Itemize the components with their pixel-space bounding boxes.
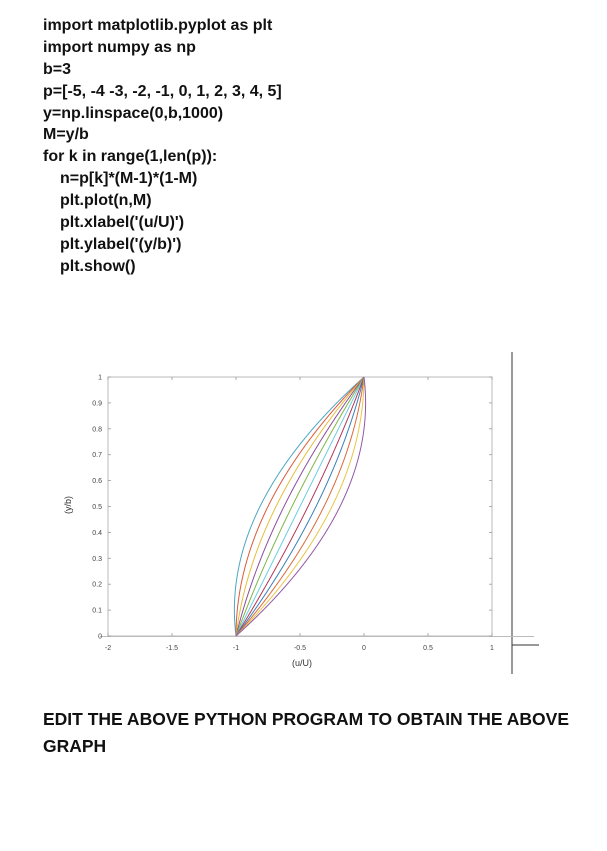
y-tick-label: 0.4 [92,529,102,537]
x-tick-label: 1 [490,645,494,652]
code-line: plt.xlabel('(u/U)') [60,214,185,232]
x-tick-label: 0 [362,645,366,652]
code-line: plt.show() [60,257,136,275]
y-tick-label: 0.7 [92,452,102,460]
code-line: plt.plot(n,M) [60,192,152,210]
y-axis-label: (y/b) [63,496,73,514]
code-line: M=y/b [43,126,89,144]
code-line: import numpy as np [43,38,196,56]
x-tick-label: -1.5 [165,645,179,652]
plot-area [92,375,534,653]
code-line: n=p[k]*(M-1)*(1-M) [60,170,198,188]
y-tick-label: 1 [98,374,102,382]
y-tick-label: 0.6 [92,478,102,486]
y-tick-label: 0.8 [92,426,102,434]
y-tick-label: 0.1 [92,607,102,615]
x-tick-label: -1 [232,645,240,652]
x-tick-label: -0.5 [293,645,307,652]
y-tick-label: 0.5 [92,504,102,511]
code-line: p=[-5, -4 -3, -2, -1, 0, 1, 2, 3, 4, 5] [43,82,282,100]
question-text: EDIT THE ABOVE PYTHON PROGRAM TO OBTAIN THE ABOVE GRAPH [43,709,569,756]
y-tick-label: 0.9 [92,400,102,408]
code-line: for k in range(1,len(p)): [43,148,218,166]
code-line: b=3 [43,60,72,78]
y-tick-label: 0.3 [92,555,102,563]
y-tick-label: 0.2 [92,581,102,589]
y-tick-label: 0 [98,633,102,641]
code-line: y=np.linspace(0,b,1000) [43,104,224,122]
code-line: plt.ylabel('(y/b)') [60,235,182,253]
x-tick-label: -2 [104,645,112,652]
x-tick-label: 0.5 [423,645,433,652]
code-line: import matplotlib.pyplot as plt [43,17,273,34]
x-axis-label: (u/U) [292,658,312,668]
